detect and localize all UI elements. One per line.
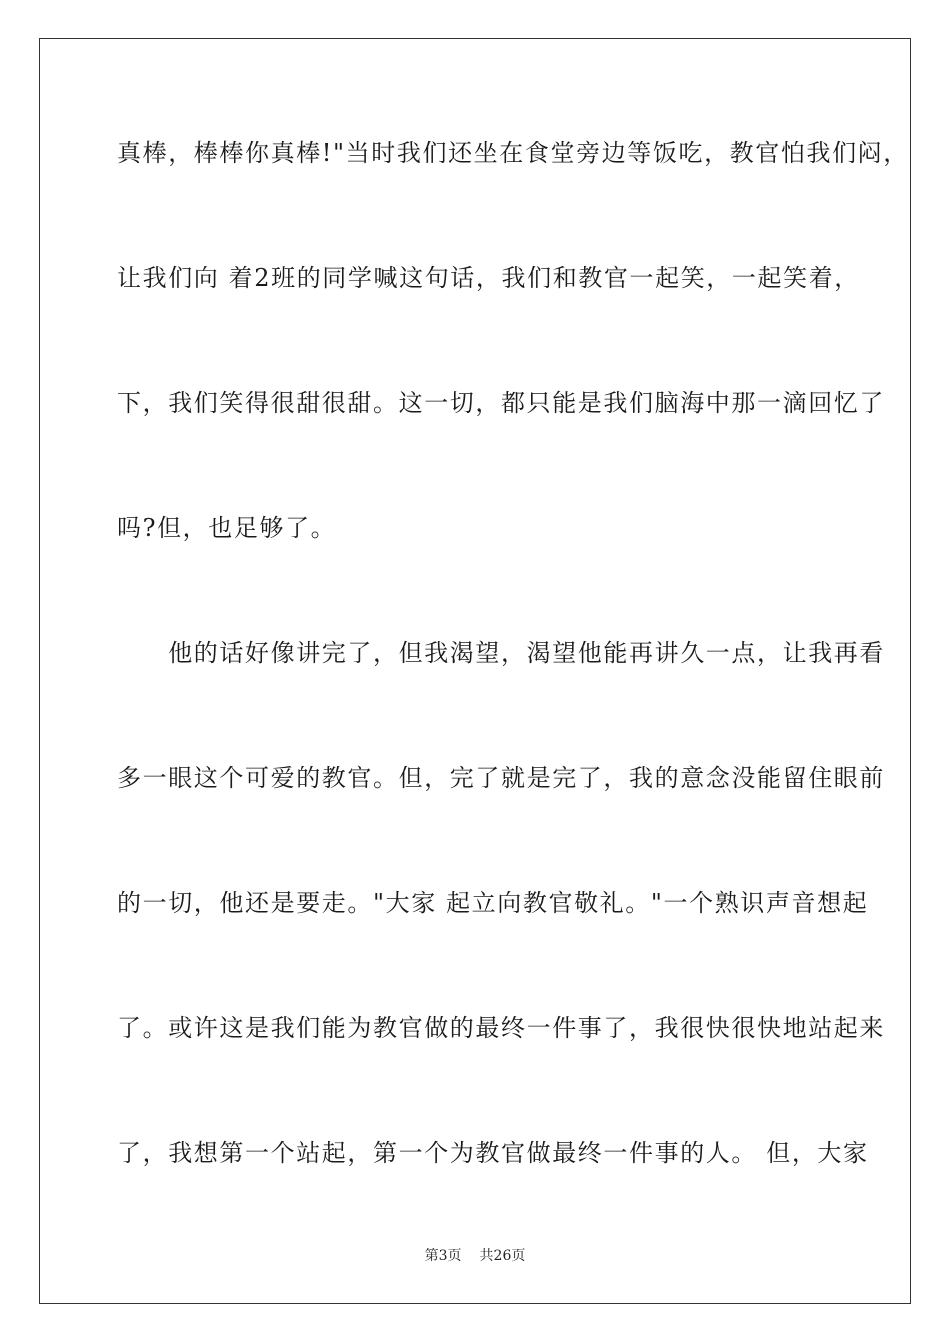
- text-line-7: 的一切，他还是要走。"大家 起立向教官敬礼。"一个熟识声音想起: [117, 889, 869, 917]
- page-total: 共26页: [479, 1248, 526, 1264]
- text-line-3: 下，我们笑得很甜很甜。这一切，都只能是我们脑海中那一滴回忆了: [117, 389, 885, 417]
- text-line-9: 了，我想第一个站起，第一个为教官做最终一件事的人。 但，大家: [117, 1139, 869, 1167]
- text-line-8: 了。或许这是我们能为教官做的最终一件事了，我很快很快地站起来: [117, 1014, 885, 1042]
- page-footer: [0, 1246, 950, 1266]
- page-border: [39, 38, 911, 1304]
- text-line-1: 真棒，棒棒你真棒!"当时我们还坐在食堂旁边等饭吃，教官怕我们闷，: [117, 139, 909, 167]
- text-line-6: 多一眼这个可爱的教官。但，完了就是完了，我的意念没能留住眼前: [117, 764, 885, 792]
- text-line-4: 吗?但，也足够了。: [117, 514, 337, 542]
- text-line-5: 他的话好像讲完了，但我渴望，渴望他能再讲久一点，让我再看: [117, 639, 885, 667]
- text-line-2: 让我们向 着2班的同学喊这句话，我们和教官一起笑，一起笑着，: [117, 264, 860, 292]
- page-number: 第3页: [424, 1248, 462, 1264]
